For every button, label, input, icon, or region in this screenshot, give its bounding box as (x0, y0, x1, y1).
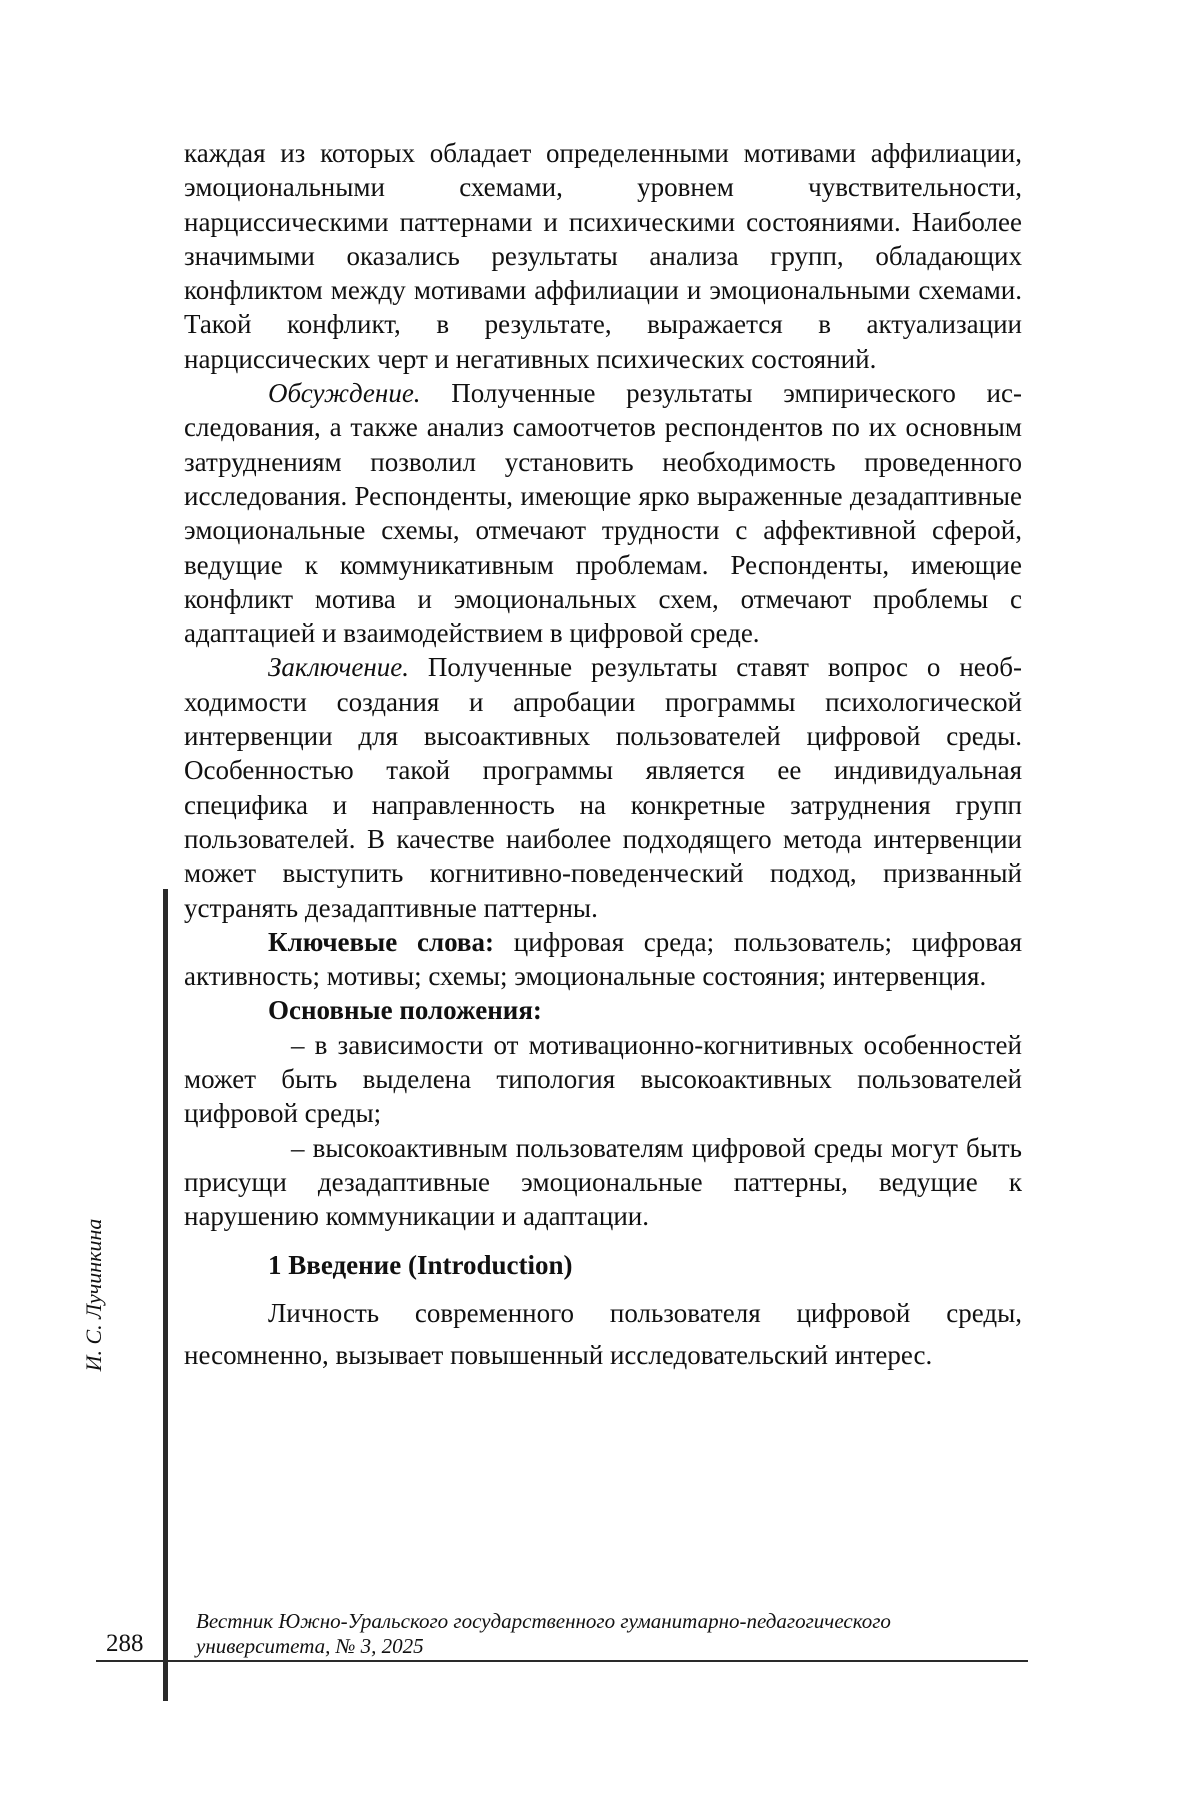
key-points-heading: Основные положения: (268, 995, 542, 1026)
results-paragraph: каждая из которых обладает определенными мотивами аффилиации, эмоциональными схемами, уровнем чувствительности, нарциссическими паттернами и психическими состояниями. Наиболее значимыми оказались результаты анализа групп, обладающих конфликтом между мотивами аффилиации и эмоциональными схемами. Такой конфликт, в результате, выражается в актуализации нарциссических черт и негативных психических состояний. (184, 138, 1022, 374)
journal-line-1: Вестник Южно-Уральского государственного гуманитарно-педагогического (196, 1609, 891, 1633)
conclusion-label: Заключение. (268, 652, 409, 683)
page-number: 288 (106, 1630, 144, 1657)
journal-footer (196, 1609, 1026, 1659)
discussion-paragraph (184, 376, 1022, 650)
intro-paragraph: Личность современного пользователя цифровой среды, несомненно, вызывает повышенный исследовательский интерес. (184, 1297, 1022, 1370)
keywords-text: цифровая среда; пользователь; цифровая активность; мотивы; схемы; эмоциональные состояния; интервенция. (184, 926, 1023, 992)
footer-rule (96, 1660, 1028, 1662)
keywords-paragraph (184, 925, 1022, 994)
running-head-author: И. С. Лучинкина (81, 1218, 106, 1372)
keywords-label: Ключевые слова: (268, 926, 495, 957)
discussion-label: Обсуждение. (268, 378, 421, 409)
key-point-item-1: – в зависимости от мотивационно-когнитивных особенностей может быть выделена типология высокоактивных пользователей цифровой среды; (184, 1029, 1022, 1129)
article-body (184, 136, 1022, 1376)
key-point-item-2: – высокоактивным пользователям цифровой среды могут быть присущи дезадаптивные эмоциональные паттерны, ведущие к нарушению коммуникации и адаптации. (184, 1132, 1022, 1232)
journal-line-2: университета, № 3, 2025 (196, 1634, 424, 1658)
discussion-text: Полученные результаты эмпирического исследования, а также анализ самоотчетов респондентов по их основным затруднениям позволил установить необходимость проведенного исследования. Респонденты, имеющие ярко выраженные дезадаптивные эмоциональные схемы, отмечают трудности с аффективной сферой, ведущие к коммуникативным проблемам. Респонденты, имеющие конфликт мотива и эмоциональных схем, отмечают проблемы с адаптацией и взаимодействием в цифровой среде. (184, 378, 1022, 649)
conclusion-paragraph (184, 650, 1022, 924)
conclusion-text: Полученные результаты ставят вопрос о необходимости создания и апробации программы психологической интервенции для высоактивных пользователей цифровой среды. Особенностью такой программы является ее индивидуальная специфика и направленность на конкретные затруднения групп пользователей. В качестве наиболее подходящего метода интервенции может выступить когнитивно-поведенческий подход, призванный устранять дезадаптивные паттерны. (184, 652, 1022, 923)
margin-rule (163, 889, 168, 1701)
section-heading: 1 Введение (Introduction) (268, 1249, 573, 1280)
